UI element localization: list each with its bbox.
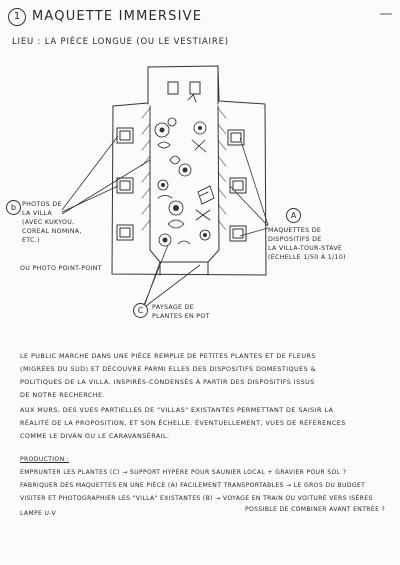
description-line-1: LE PUBLIC MARCHE DANS UNE PIÈCE REMPLIE DE PETITES PLANTES ET DE FLEURS (20, 352, 316, 360)
production-line-3: VISITER ET PHOTOGRAPHIER LES "VILLA" EXISTANTES (B) → VOYAGE EN TRAIN OU VOITURE VERS ISÈRES (20, 495, 373, 502)
description-line-7: COMME LE DIVAN OU LE CARAVANSÉRAIL. (20, 432, 170, 440)
production-line-4: LAMPE U-V (20, 510, 57, 517)
description-line-2: (MIGRÉES DU SUD) ET DÉCOUVRE PARMI ELLES DES DISPOSITIFS DOMESTIQUES & (20, 365, 317, 373)
production-line-1: EMPRUNTER LES PLANTES (C) → SUPPORT HYPÈRE POUR SAUNIER LOCAL + GRAVIER POUR SOL ? (20, 469, 347, 476)
description-line-3: POLITIQUES DE LA VILLA, INSPIRÉS-CONDENSÉS À PARTIR DES DISPOSITIFS ISSUS (20, 378, 315, 386)
production-note: POSSIBLE DE COMBINER AVANT ENTRÉE ? (245, 506, 386, 513)
production-heading: PRODUCTION : (20, 456, 70, 463)
callout-b-note: OU PHOTO POINT-POINT (20, 265, 102, 272)
callout-c-text: PAYSAGE DE PLANTES EN POT (152, 304, 210, 320)
location-line: LIEU : LA PIÈCE LONGUE (OU LE VESTIAIRE) (12, 37, 229, 47)
callout-b-marker: b (6, 200, 21, 215)
page-title: MAQUETTE IMMERSIVE (32, 9, 203, 24)
callout-b-text: PHOTOS DE LA VILLA (AVEC KUKYOU, COREAL NOMINA, ETC.) (22, 201, 82, 244)
production-line-2: FABRIQUER DES MAQUETTES EN UNE PIÈCE (A) FACILEMENT TRANSPORTABLES → LE GROS DU BUDGET (20, 482, 366, 489)
callout-a-text: MAQUETTES DE DISPOSITIFS DE LA VILLA-TOUR-STAVE (ÉCHELLE 1/50 À 1/10) (268, 227, 346, 261)
callout-c-marker: C (133, 303, 148, 318)
section-number: 1 (8, 8, 26, 26)
description-line-5: AUX MURS, DES VUES PARTIELLES DE "VILLAS" EXISTANTES PERMETTANT DE SAISIR LA (20, 406, 334, 414)
description-line-6: RÉALITÉ DE LA PROPOSITION, ET SON ÉCHELLE. ÉVENTUELLEMENT, VUES DE RÉFÉRENCES (20, 419, 346, 427)
callout-a-marker: A (286, 208, 301, 223)
description-line-4: DE NOTRE RECHERCHE. (20, 391, 106, 399)
